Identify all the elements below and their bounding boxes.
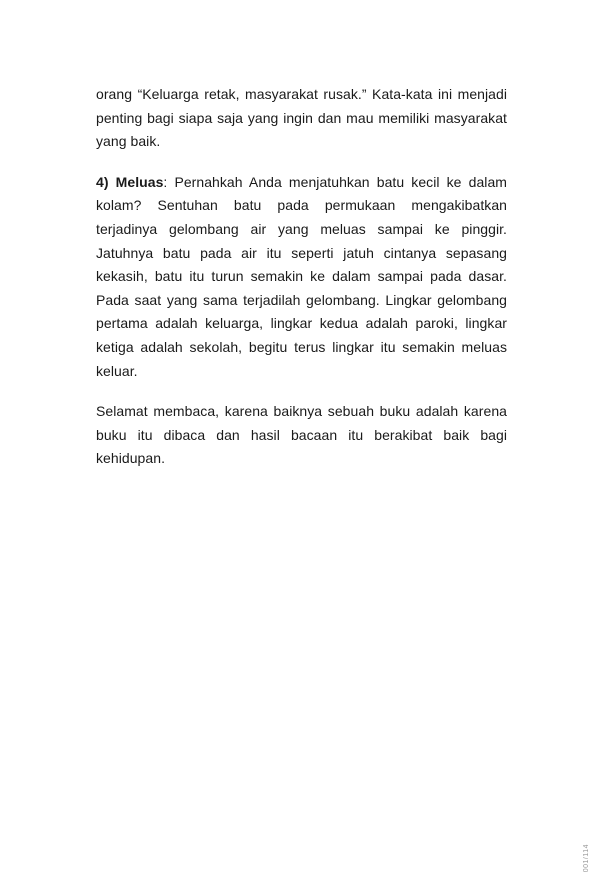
paragraph-meluas-heading: 4) Meluas — [96, 173, 164, 190]
margin-page-code: 001/114 — [583, 843, 590, 872]
paragraph-meluas-body: : Pernahkah Anda menjatuhkan batu kecil ke dalam kolam? Sentuhan batu pada permukaan mengakibatkan terjadinya gelombang air yang meluas sampai ke pinggir. Jatuhnya batu pada air itu seperti jatuh cintanya sepasang kekasih, batu itu turun semakin ke dalam sampai pada dasar. Pada saat yang sama terjadilah gelombang. Lingkar gelombang pertama adalah keluarga, lingkar kedua adalah paroki, lingkar ketiga adalah sekolah, begitu terus lingkar itu semakin meluas keluar. — [96, 173, 507, 379]
paragraph-intro-quote: orang “Keluarga retak, masyarakat rusak.” Kata-kata ini menjadi penting bagi siapa saja yang ingin dan mau memiliki masyarakat yang baik. — [96, 86, 507, 150]
paragraph-closing: Selamat membaca, karena baiknya sebuah buku adalah karena buku itu dibaca dan hasil bacaan itu berakibat baik bagi kehidupan. — [96, 403, 507, 467]
paragraph-meluas — [96, 171, 507, 383]
page-content — [96, 83, 507, 471]
